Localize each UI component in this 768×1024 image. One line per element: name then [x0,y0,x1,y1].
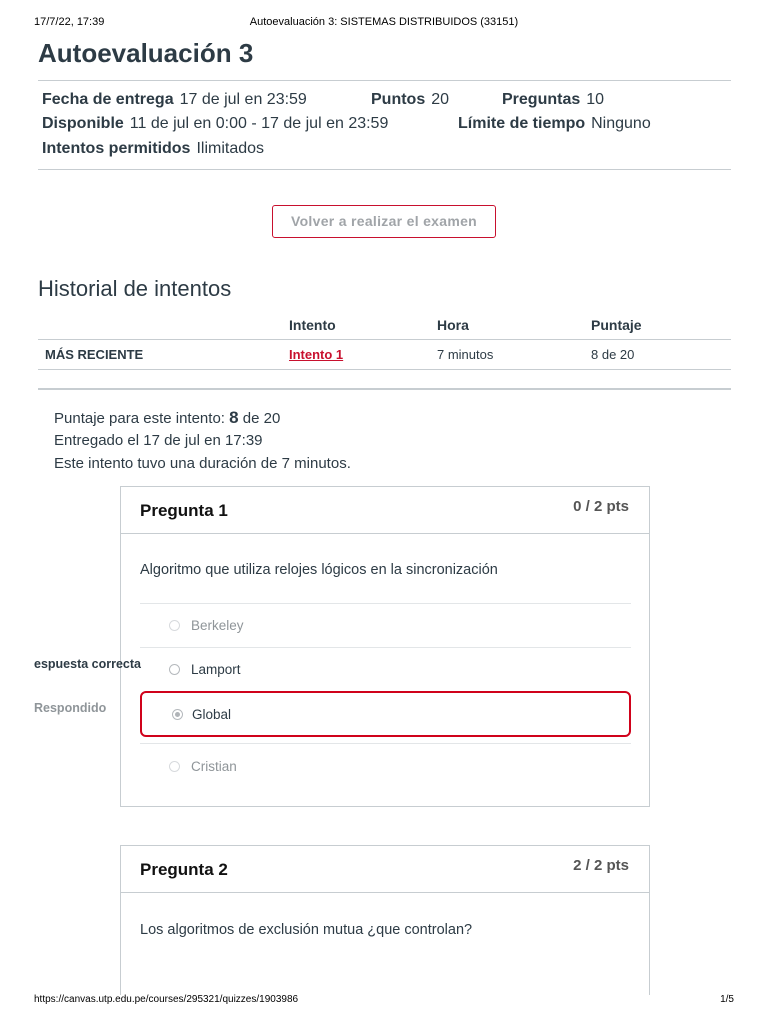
due-date [42,91,307,109]
attempt-time: 7 minutos [437,347,494,362]
points-label: Puntos [371,91,426,108]
print-title: Autoevaluación 3: SISTEMAS DISTRIBUIDOS (33151) [249,16,519,28]
print-page-number: 1/5 [720,994,734,1005]
available-label: Disponible [42,115,124,132]
option-divider [140,603,631,604]
attempts-value: Ilimitados [196,140,265,157]
divider [38,80,731,81]
question-2-card [120,845,650,995]
score-prefix: Puntaje para este intento: [54,410,225,427]
history-title: Historial de intentos [38,276,232,301]
question-header [121,487,649,534]
radio-icon[interactable] [169,664,180,675]
question-text: Algoritmo que utiliza relojes lógicos en la sincronización [140,562,498,578]
option-cristian: Cristian [191,759,237,774]
time-limit-value: Ninguno [591,115,651,132]
retake-quiz-button[interactable]: Volver a realizar el examen [272,205,496,238]
column-header-time: Hora [437,317,469,333]
question-points: 0 / 2 pts [573,498,629,515]
divider [38,169,731,170]
due-value: 17 de jul en 23:59 [179,91,307,108]
attempts-allowed [42,140,264,158]
question-title: Pregunta 1 [140,501,228,520]
option-divider [140,647,631,648]
table-divider [38,369,731,370]
answered-label: Respondido [34,701,107,715]
option-global: Global [192,707,232,722]
print-url: https://canvas.utp.edu.pe/courses/295321/quizzes/1903986 [34,994,299,1005]
question-points: 2 / 2 pts [573,857,629,874]
question-header [121,846,649,893]
score-suffix: de 20 [242,410,281,427]
radio-checked-icon[interactable] [172,709,183,720]
available-value: 11 de jul en 0:00 - 17 de jul en 23:59 [129,115,389,132]
availability [42,115,388,133]
questions-count [502,91,604,109]
questions-label: Preguntas [502,91,581,108]
page-title: Autoevaluación 3 [38,38,254,68]
option-divider [140,743,631,744]
time-limit [458,115,651,133]
submitted-at: Entregado el 17 de jul en 17:39 [54,432,263,449]
points-value: 20 [431,91,450,108]
column-header-score: Puntaje [591,317,642,333]
correct-answer-label: espuesta correcta [34,657,142,671]
time-limit-label: Límite de tiempo [458,115,586,132]
question-1-card [120,486,650,807]
question-text: Los algoritmos de exclusión mutua ¿que controlan? [140,922,473,938]
print-datetime: 17/7/22, 17:39 [34,16,105,28]
section-divider [38,388,731,390]
attempt-1-link[interactable]: Intento 1 [289,347,344,362]
question-title: Pregunta 2 [140,860,228,879]
points [371,91,449,109]
table-divider [38,339,731,340]
attempt-score: 8 de 20 [591,347,635,362]
option-berkeley: Berkeley [191,618,244,633]
attempts-label: Intentos permitidos [42,140,191,157]
radio-icon[interactable] [169,620,180,631]
due-label: Fecha de entrega [42,91,174,108]
option-lamport: Lamport [191,662,241,677]
row-label-most-recent: MÁS RECIENTE [45,347,144,362]
column-header-attempt: Intento [289,317,336,333]
questions-value: 10 [586,91,605,108]
score-value: 8 [229,408,239,427]
radio-icon[interactable] [169,761,180,772]
attempt-duration: Este intento tuvo una duración de 7 minutos. [54,455,351,472]
attempt-score-summary [54,408,280,428]
